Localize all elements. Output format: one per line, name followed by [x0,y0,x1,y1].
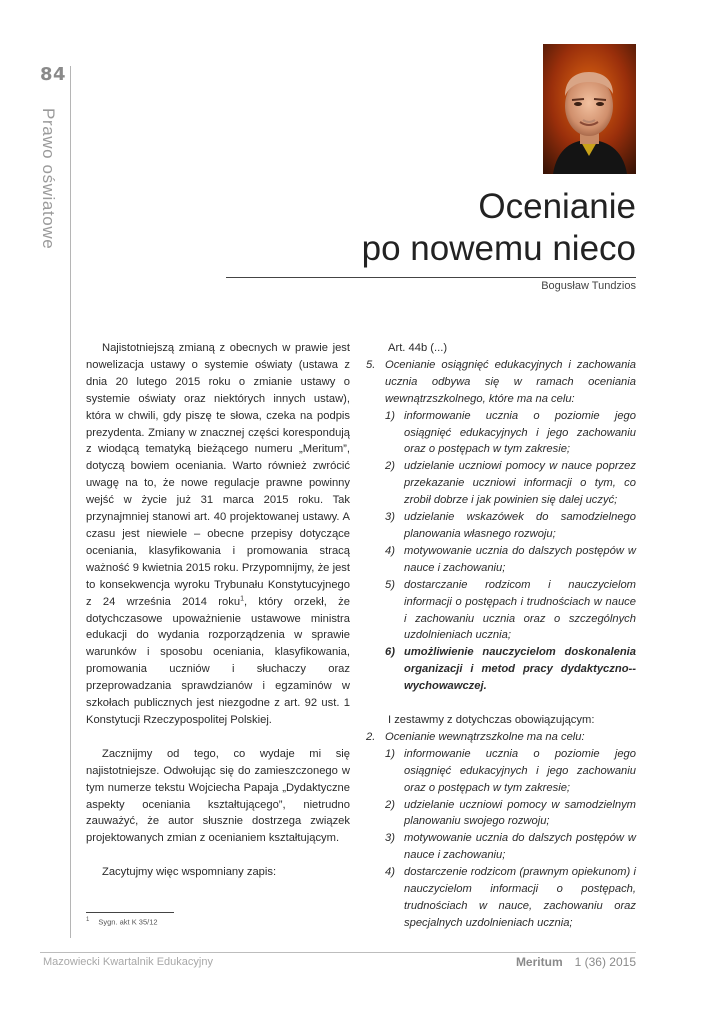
list-item-num: 4) [385,866,395,879]
title-line-2: po nowemu nieco [361,229,636,268]
footer-journal: Meritum [515,955,563,969]
footer-issue-info [516,955,636,969]
compare-text: I zestawmy z dotychczas obowiązującym: [388,714,595,727]
footer-issue: 1 (36) 2015 [574,955,636,969]
list-item [366,797,636,831]
margin-rule [70,66,71,938]
section-label: Prawo oświatowe [39,108,58,250]
title-line-1: Ocenianie [478,187,636,226]
author-name: Bogusław Tundzios [541,280,636,292]
list-item [366,644,636,695]
list-item-text: motywowanie ucznia do dalszych postępów w nauce i zachowaniu; [404,544,636,574]
list-item-num: 5) [385,578,395,591]
paragraph-2: Zacznijmy od tego, co wydaje mi się najistotniejsze. Odwołując się do zamieszczonego w tym numerze tekstu Wojciecha Papaja „Dydaktyczne aspekty oceniania kształtującego”, nietrudno zauważyć, że autor słusznie dostrzega związek projektowanych zmian z ocenianiem kształtującym. [86,747,350,845]
page-number: 84 [40,64,67,85]
footer-rule [40,952,636,953]
list-item [366,458,636,509]
footnote-num: 1 [86,917,90,923]
list-item [366,746,636,797]
list-item [366,408,636,459]
list-item-num: 1) [385,409,395,422]
list-item [366,543,636,577]
list-item-num: 3) [385,832,395,845]
list-item-text: udzielanie uczniowi pomocy w nauce poprzez przekazanie uczniowi informacji o tym, co zrobił dobrze i jak powinien się dalej uczyć; [404,460,636,507]
list-item-text: umożliwienie nauczycielom doskonalenia organizacji i metod pracy dydaktyczno--wychowawczej. [404,646,636,693]
list-item-num: 2) [385,460,395,473]
paragraph-1 [86,340,350,729]
point-5-text: Ocenianie osiągnięć edukacyjnych i zachowania ucznia odbywa się w ramach oceniania wewnątrzszkolnego, które ma na celu: [385,358,636,405]
list-item-num: 6) [385,646,395,659]
old-goals-list [366,746,636,932]
list-item-text: udzielanie wskazówek do samodzielnego planowania własnego rozwoju; [404,511,636,540]
footnote-ref[interactable]: 1 [240,594,244,602]
list-item [366,864,636,932]
point-2 [366,729,636,746]
list-item [366,577,636,645]
right-column [366,340,636,932]
point-2-num: 2. [366,730,376,743]
list-item-text: udzielanie uczniowi pomocy w samodzielnym planowaniu swojego rozwoju; [404,798,636,828]
article-title [362,186,636,270]
list-item-num: 3) [385,511,395,524]
title-rule [226,277,636,278]
list-item-num: 2) [385,798,395,811]
list-item-num: 1) [385,747,395,760]
point-5 [366,357,636,408]
list-item-text: motywowanie ucznia do dalszych postępów w nauce i zachowaniu; [404,832,636,862]
list-item [366,830,636,864]
point-5-num: 5. [366,358,376,371]
point-2-text: Ocenianie wewnątrzszkolne ma na celu: [385,730,585,743]
list-item-text: dostarczenie rodzicom (prawnym opiekunom) i nauczycielom informacji o postępach, trudnościach w nauce, zachowaniu oraz specjalnych uzdolnieniach ucznia; [404,866,636,929]
author-photo [543,44,636,174]
list-item-text: informowanie ucznia o poziomie jego osiągnięć edukacyjnych i jego zachowaniu oraz o postępach w tym zakresie; [404,747,636,794]
footnote-rule [86,912,174,913]
paragraph-1-text: Najistotniejszą zmianą z obecnych w prawie jest nowelizacja ustawy o systemie oświaty (ustawa z dnia 20 lutego 2015 roku o zmianie ustawy o systemie oświaty oraz niektórych innych ustaw), która w chwili, gdy piszę te słowa, czeka na podpis prezydenta. Zmiany w znacznej części korespondują z wiodącą tematyką bieżącego numeru „Meritum”, dotyczą bowiem oceniania. Warto również zwrócić uwagę na to, że nowe regulacje prawne powinny wejść w życie już 31 marca 2015 roku. Tak przynajmniej stanowi art. 40 projektowanej ustawy. A czasu jest niewiele – obecne przepisy dotyczące oceniania, klasyfikowania i promowania stracą ważność 9 kwietnia 2015 roku. Przypomnijmy, że jest to konsekwencja wyroku Trybunału Konstytucyjnego z 24 września 2014 roku [86,342,350,608]
paragraph-1-end: , który orzekł, że dotychczasowe upoważnienie ustawowe ministra edukacji do wydania rozporządzenia w sprawie warunków i sposobu oceniania, klasyfikowania, promowania uczniów i słuchaczy oraz przeprowadzania sprawdzianów i egzaminów w szkołach publicznych jest niezgodne z art. 92 ust. 1 Konstytucji Rzeczypospolitej Polskiej. [86,595,351,726]
footer-publication: Mazowiecki Kwartalnik Edukacyjny [43,956,213,968]
list-item [366,509,636,543]
list-item-text: informowanie ucznia o poziomie jego osiągnięć edukacyjnych i jego zachowaniu oraz o postępach w tym zakresie; [404,409,636,456]
art-label: Art. 44b (...) [388,342,448,354]
new-goals-list [366,408,636,695]
paragraph-3: Zacytujmy więc wspomniany zapis: [102,866,277,879]
list-item-text: dostarczanie rodzicom i nauczycielom informacji o postępach i trudnościach w nauce i zachowaniu ucznia oraz o szczególnych uzdolnieniach ucznia; [404,578,636,642]
left-column [86,340,350,881]
footnote-text: Sygn. akt K 35/12 [98,917,158,927]
footnote [86,917,158,927]
list-item-num: 4) [385,544,395,557]
